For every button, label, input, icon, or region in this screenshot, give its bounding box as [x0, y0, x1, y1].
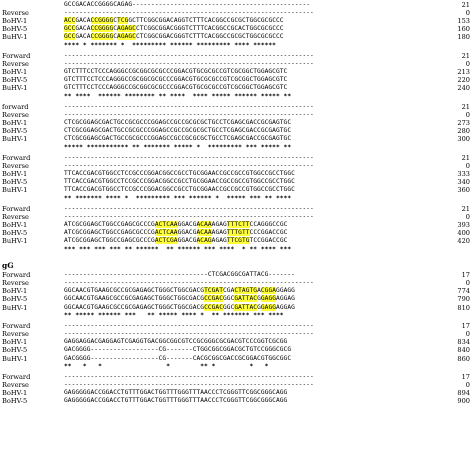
highlighted-residues: GATTAC [234, 303, 258, 311]
position-number: 790 [457, 295, 470, 304]
sequence-label: Forward [2, 52, 31, 60]
alignment-row [0, 60, 474, 68]
position-number: 153 [457, 17, 470, 26]
sequence-text: GGCAACGTGAAGCGCCGCGAGAGCTGGGCTGGCGACGCCGACGGCGATTACGGAGGAGGAG [64, 303, 295, 311]
conservation-row [0, 93, 474, 101]
highlighted-residues: CCGAC [204, 303, 223, 311]
sequence-text: GGCAACGTGAAGCGCCGCGAGAGCTGGGCTGGCGACGTCGATCGACTAGTGACGGAGGAGG [64, 287, 295, 295]
conservation-row [0, 246, 474, 254]
sequence-text: GAGGAGGACGAGGAGTCGAGGTGACGGCGGCGTCCGCGGGCGCGACGTCCCGGTCGCGG [64, 338, 288, 346]
conservation-row [0, 312, 474, 320]
highlighted-residues: ACTCAA [154, 221, 178, 229]
highlighted-residues: CGGA [260, 287, 277, 295]
position-number: 0 [465, 213, 470, 222]
sequence-label: Forward [2, 154, 31, 162]
conservation-marks: ** ***** ****** *** ** ***** **** * ** ******* *** **** [64, 311, 284, 319]
highlighted-residues: TCG [117, 17, 129, 25]
sequence-label: Reverse [2, 279, 29, 288]
alignment-row [0, 338, 474, 346]
position-number: 340 [457, 178, 470, 187]
highlighted-residues: CCGGGG [90, 17, 114, 25]
sequence-text: GTCTTTCCTCCCAGGGCCGCGGCGCGCCCGGACGTGCGCGCCGTCGCGGCTGGAGCGTC [64, 84, 288, 92]
sequence-label: BoHV-1 [2, 221, 28, 230]
highlighted-residues: ACTCAA [154, 229, 178, 237]
highlighted-residues: AGAGC [117, 25, 136, 33]
sequence-text: GTCTTTCCTCCCAGGGCCGCGGCGCGCCCGGACGTGCGCGCCGTCGCGGCTGGAGCGTC [64, 76, 288, 84]
highlighted-residues: TTTCTT [226, 221, 250, 229]
position-number: 0 [465, 9, 470, 18]
position-number: 160 [457, 25, 470, 34]
position-number: 860 [457, 354, 470, 363]
sequence-text: ------------------------------------------------------------------ [64, 213, 314, 221]
position-number: 240 [457, 84, 470, 93]
sequence-label: BoHV-5 [2, 127, 28, 136]
position-number: 273 [457, 119, 470, 128]
highlighted-residues: GATTAC [234, 295, 258, 303]
position-number: 180 [457, 33, 470, 42]
sequence-text: ------------------------------------------------------------------ [64, 205, 314, 212]
sequence-text: GTCTTTCCTCCCAGGGCCGCGGCGCGCCCGGACGTGCGCGCCGTCGCGGCTGGAGCGTC [64, 68, 288, 76]
alignment-row [0, 154, 474, 162]
sequence-text: ------------------------------------------------------------------ [64, 381, 314, 389]
sequence-label: BuHV-1 [2, 186, 28, 195]
highlighted-residues: ACAA [196, 221, 212, 229]
sequence-label: Reverse [2, 162, 29, 171]
sequence-text: GCCGACACCGGGGCAGAGCCTCGGCGGACGGGTCTTTCACGGCCGCACTGGCGCGCCC [64, 25, 284, 33]
alignment-row [0, 237, 474, 245]
sequence-text: ATCGCGGAGCTGGCCGAGCGCCCGACTCAAGGACGACAAAGAGTTTGTTCCCGGACCGC [64, 229, 288, 237]
position-number: 17 [461, 322, 470, 331]
alignment-row [0, 346, 474, 354]
conservation-marks: ** ******* **** * ********* *** ****** * ***** *** ** **** [64, 194, 292, 202]
position-number: 21 [461, 103, 470, 111]
conservation-row [0, 363, 474, 371]
alignment-row [0, 135, 474, 143]
highlighted-residues: TTTGTT [226, 229, 250, 237]
sequence-label: BoHV-5 [2, 397, 28, 406]
alignment-row [0, 170, 474, 178]
sequence-label: Reverse [2, 213, 29, 222]
position-number: 280 [457, 127, 470, 136]
conservation-marks: *** *** *** *** ** ****** ** ****** *** **** * ** **** *** [64, 245, 292, 253]
alignment-row [0, 330, 474, 338]
alignment-row [0, 389, 474, 397]
highlighted-residues: ACAA [196, 229, 212, 237]
alignment-row [0, 397, 474, 405]
alignment-row [0, 76, 474, 84]
sequence-label: Forward [2, 205, 31, 213]
position-number: 21 [461, 52, 470, 60]
sequence-text: CTCGCGGAGCGACTGCCGCGCCCGGAGCCGCCGCGCGCTGCCTCGAGCGACCGCGAGTGC [64, 119, 292, 127]
highlighted-residues: AGAGC [117, 33, 136, 41]
conservation-marks: ** **** ****** ******** ** **** **** ***** ****** ***** ** [64, 92, 292, 100]
position-number: 0 [465, 60, 470, 69]
position-number: 17 [461, 271, 470, 280]
highlighted-residues: CTAGTG [234, 287, 258, 295]
position-number: 360 [457, 186, 470, 195]
position-number: 894 [457, 389, 470, 398]
position-number: 420 [457, 237, 470, 246]
conservation-row [0, 195, 474, 203]
highlighted-residues: ACAG [196, 237, 212, 245]
alignment-row [0, 279, 474, 287]
highlighted-residues: GAGG [260, 303, 277, 311]
sequence-text: --------------------------------------CTCGACGGCGATTACG------- [64, 271, 295, 279]
highlighted-residues: TTCGTG [226, 237, 250, 245]
sequence-label: BoHV-5 [2, 76, 28, 85]
position-number: 400 [457, 229, 470, 238]
sequence-label: BuHV-1 [2, 135, 28, 144]
position-number: 0 [465, 111, 470, 120]
conservation-marks: ** * * * ** * * * [64, 362, 269, 370]
highlighted-residues: ACC [64, 17, 76, 25]
sequence-label: BoHV-5 [2, 178, 28, 187]
sequence-text: GACGGGG------------------CG-------CACGCGGCGACCGCGGACGTGGCGGC [64, 354, 292, 362]
alignment-row [0, 304, 474, 312]
alignment-row [0, 9, 474, 17]
sequence-text: ------------------------------------------------------------------ [64, 162, 314, 170]
alignment-row [0, 229, 474, 237]
position-number: 220 [457, 76, 470, 85]
position-number: 300 [457, 135, 470, 144]
sequence-label: BoHV-1 [2, 389, 28, 398]
sequence-label: BoHV-5 [2, 295, 28, 304]
sequence-label: BoHV-1 [2, 17, 28, 26]
conservation-marks: ***** *********** ** ******* ***** * ********* *** ***** ** [64, 143, 292, 151]
sequence-text: CTCGCGGAGCGACTGCCGCGCCCGGAGCCGCCGCGCGCTGCCTCGAGCGACCGCGAGTGC [64, 127, 292, 135]
sequence-label: forward [2, 103, 29, 111]
sequence-label: BoHV-1 [2, 338, 28, 347]
sequence-label: BoHV-1 [2, 119, 28, 128]
alignment-row [0, 68, 474, 76]
sequence-label: Reverse [2, 9, 29, 18]
alignment-row [0, 221, 474, 229]
section-title: gG [2, 261, 14, 270]
highlighted-residues: CCGAC [204, 295, 223, 303]
sequence-text: GGCAACGTGAAGCGCCGCGAGAGCTGGGCTGGCGACGCCGACGGCGATTACGGAGGAGGAG [64, 295, 295, 303]
sequence-label: BoHV-5 [2, 229, 28, 238]
highlighted-residues: ACTCGA [154, 237, 178, 245]
sequence-label: BuHV-1 [2, 354, 28, 363]
sequence-text: GCCGACACCGGGGCAGAGCCTCGGCGGACGGGTCTTTCACGGCCGCGCTGGCGCGCCC [64, 33, 284, 41]
conservation-row [0, 144, 474, 152]
alignment-row [0, 373, 474, 381]
position-number: 17 [461, 373, 470, 382]
sequence-label: Reverse [2, 381, 29, 390]
sequence-label: Forward [2, 373, 31, 382]
sequence-label: BoHV-1 [2, 287, 28, 296]
position-number: 840 [457, 346, 470, 355]
sequence-text: ------------------------------------------------------------------ [64, 9, 314, 17]
alignment-row [0, 295, 474, 303]
sequence-text: ------------------------------------------------------------------ [64, 52, 314, 59]
alignment-row [0, 162, 474, 170]
position-number: 393 [457, 221, 470, 230]
alignment-row [0, 52, 474, 60]
sequence-label: BuHV-1 [2, 84, 28, 93]
alignment-row [0, 205, 474, 213]
position-number: 0 [465, 330, 470, 339]
alignment-row [0, 25, 474, 33]
sequence-label: Reverse [2, 111, 29, 120]
sequence-label: Forward [2, 322, 31, 331]
position-number: 834 [457, 338, 470, 347]
sequence-label: BuHV-1 [2, 237, 28, 246]
alignment-row [0, 271, 474, 279]
sequence-label: BuHV-1 [2, 303, 28, 312]
sequence-label: BoHV-5 [2, 25, 28, 34]
alignment-row [0, 381, 474, 389]
alignment-row [0, 355, 474, 363]
sequence-text: CTCGCGGAGCGACTGCCGCGCCCGGAGCCGCCGCGCGCTGCCTCGAGCGACCGCGAGTGC [64, 135, 292, 143]
sequence-label: BoHV-1 [2, 68, 28, 77]
sequence-text: ------------------------------------------------------------------ [64, 154, 314, 161]
highlighted-residues: TCGAT [204, 287, 223, 295]
sequence-text: GACGGGG------------------CG-------CTGGCGGCGGACGCTGTCCGGGCGCG [64, 346, 292, 354]
position-number: 0 [465, 381, 470, 390]
sequence-text: ------------------------------------------------------------------ [64, 103, 314, 110]
highlighted-residues: CCGGGG [90, 25, 114, 33]
alignment-row [0, 178, 474, 186]
conservation-marks: **** * ******* * ********* ****** ********* **** ****** [64, 41, 276, 49]
position-number: 21 [461, 1, 470, 9]
sequence-text: ------------------------------------------------------------------ [64, 330, 314, 338]
position-number: 21 [461, 205, 470, 213]
sequence-text: ATCGCGGAGCTGGCCGAGCGCCCGACTCAAGGACGACAAAGAGTTTCTTCCAGGGCCGC [64, 221, 288, 229]
highlighted-residues: GAGG [260, 295, 277, 303]
sequence-text: ------------------------------------------------------------------ [64, 279, 314, 287]
highlighted-residues: CCGGGG [90, 33, 114, 41]
sequence-text: ACCGACACCGGGGCTCGGCTTCGGCGGACAGGTCTTTCACGGCCGCGCTGGCGCGCCC [64, 17, 284, 25]
highlighted-residues: GCC [64, 33, 76, 41]
sequence-label: BuHV-1 [2, 33, 28, 42]
alignment-row [0, 119, 474, 127]
sequence-label: BoHV-1 [2, 170, 28, 179]
position-number: 0 [465, 279, 470, 288]
sequence-text: TTCACCGACGTGGCCTCCGCCCGGACGGCCGCCTGCGGAACCGCCGCCGTGGCCGCCTGGC [64, 178, 295, 186]
alignment-row [0, 186, 474, 194]
sequence-text: TTCACCGACGTGGCCTCCGCCCGGACGGCCGCCTGCGGAACCGCCGCCGTGGCCGCCTGGC [64, 170, 295, 178]
position-number: 900 [457, 397, 470, 406]
alignment-row [0, 84, 474, 92]
alignment-row [0, 213, 474, 221]
sequence-text: ------------------------------------------------------------------ [64, 60, 314, 68]
sequence-text: GCCGACACCGGGGCAGAG----------------------------------------------- [64, 1, 311, 8]
alignment-row [0, 127, 474, 135]
sequence-text: GAGGGGGACCGGACCTGTTTGGACTGGTTTGGGTTTAACCCTCGGGTTCGGCGGGCAGG [64, 389, 288, 397]
sequence-text: ATCGCGGAGCTGGCCGAGCGCCCGACTCGAGGACGACAGAGAGTTCGTGTCCGGACCGC [64, 237, 288, 245]
conservation-row [0, 42, 474, 50]
sequence-label: Forward [2, 271, 31, 280]
position-number: 213 [457, 68, 470, 77]
sequence-text: ------------------------------------------------------------------ [64, 111, 314, 119]
highlighted-residues: GCC [64, 25, 76, 33]
sequence-label: BoHV-5 [2, 346, 28, 355]
sequence-label: Reverse [2, 60, 29, 69]
position-number: 810 [457, 303, 470, 312]
alignment-row [0, 111, 474, 119]
alignment-row [0, 33, 474, 41]
alignment-row [0, 17, 474, 25]
sequence-text: ------------------------------------------------------------------ [64, 322, 314, 330]
sequence-text: GAGGGGGACCGGACCTGTTTGGACTGGTTTGGGTTTAACCCTCGGGTTCGGCGGGCAGG [64, 397, 288, 405]
alignment-row [0, 322, 474, 330]
sequence-text: TTCACCGACGTGGCCTCCGCCCGGACGGCCGCCTGCGGAACCGCCGCCGTGGCCGCCTGGC [64, 186, 295, 194]
position-number: 774 [457, 287, 470, 296]
position-number: 0 [465, 162, 470, 171]
alignment-row [0, 103, 474, 111]
alignment-row [0, 1, 474, 9]
position-number: 21 [461, 154, 470, 162]
alignment-row [0, 287, 474, 295]
sequence-text: ------------------------------------------------------------------ [64, 373, 314, 381]
position-number: 333 [457, 170, 470, 179]
sequence-label: Reverse [2, 330, 29, 339]
